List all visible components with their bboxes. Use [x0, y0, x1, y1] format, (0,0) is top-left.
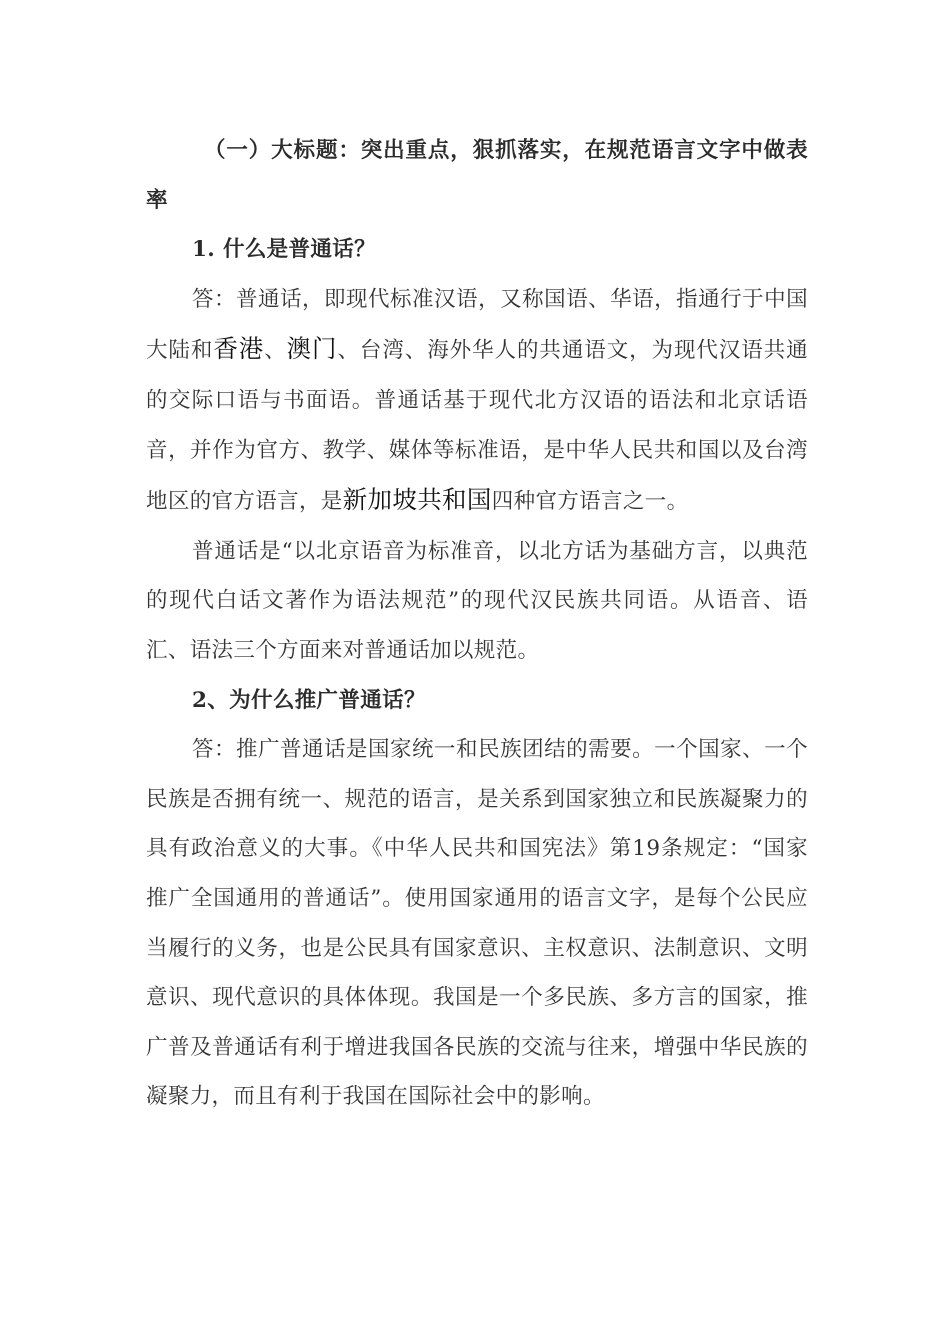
singapore-link[interactable]: 新加坡共和国	[342, 485, 492, 515]
document-page	[146, 126, 808, 1122]
answer-1-text-a: 答：普通话，即现代标准汉语，又称国语、华语，指通行于中国大陆和	[146, 286, 808, 364]
hongkong-link[interactable]: 香港	[213, 334, 265, 364]
answer-1-text-b: 、台湾、海外华人的共通语文，为现代汉语共通的交际口语与书面语。普通话基于现代北方汉语的语法和北京话语音，并作为官方、教学、媒体等标准语，是中华人民共和国以及台湾地区的官方语言，是	[146, 338, 809, 515]
main-heading: （一）大标题：突出重点，狠抓落实，在规范语言文字中做表率	[146, 138, 808, 213]
question-2-heading: 2、为什么推广普通话？	[192, 687, 426, 713]
question-1-heading: 1. 什么是普通话？	[192, 237, 376, 263]
question-1-answer	[146, 275, 808, 527]
macau-link[interactable]: 澳门	[286, 334, 338, 364]
question-2-answer: 答：推广普通话是国家统一和民族团结的需要。一个国家、一个民族是否拥有统一、规范的语言，是关系到国家独立和民族凝聚力的具有政治意义的大事。《中华人民共和国宪法》第19条规定：“国家推广全国通用的普通话”。使用国家通用的语言文字，是每个公民应当履行的义务，也是公民具有国家意识、主权意识、法制意识、文明意识、现代意识的具体体现。我国是一个多民族、多方言的国家，推广普及普通话有利于增进我国各民族的交流与往来，增强中华民族的凝聚力，而且有利于我国在国际社会中的影响。	[146, 737, 808, 1110]
answer-1-text-c: 四种官方语言之一。	[491, 489, 689, 515]
answer-1-separator: 、	[264, 338, 287, 364]
question-1-paragraph-2: 普通话是“以北京语音为标准音，以北方话为基础方言，以典范的现代白话文著作为语法规范”的现代汉民族共同语。从语音、语汇、语法三个方面来对普通话加以规范。	[146, 538, 808, 663]
